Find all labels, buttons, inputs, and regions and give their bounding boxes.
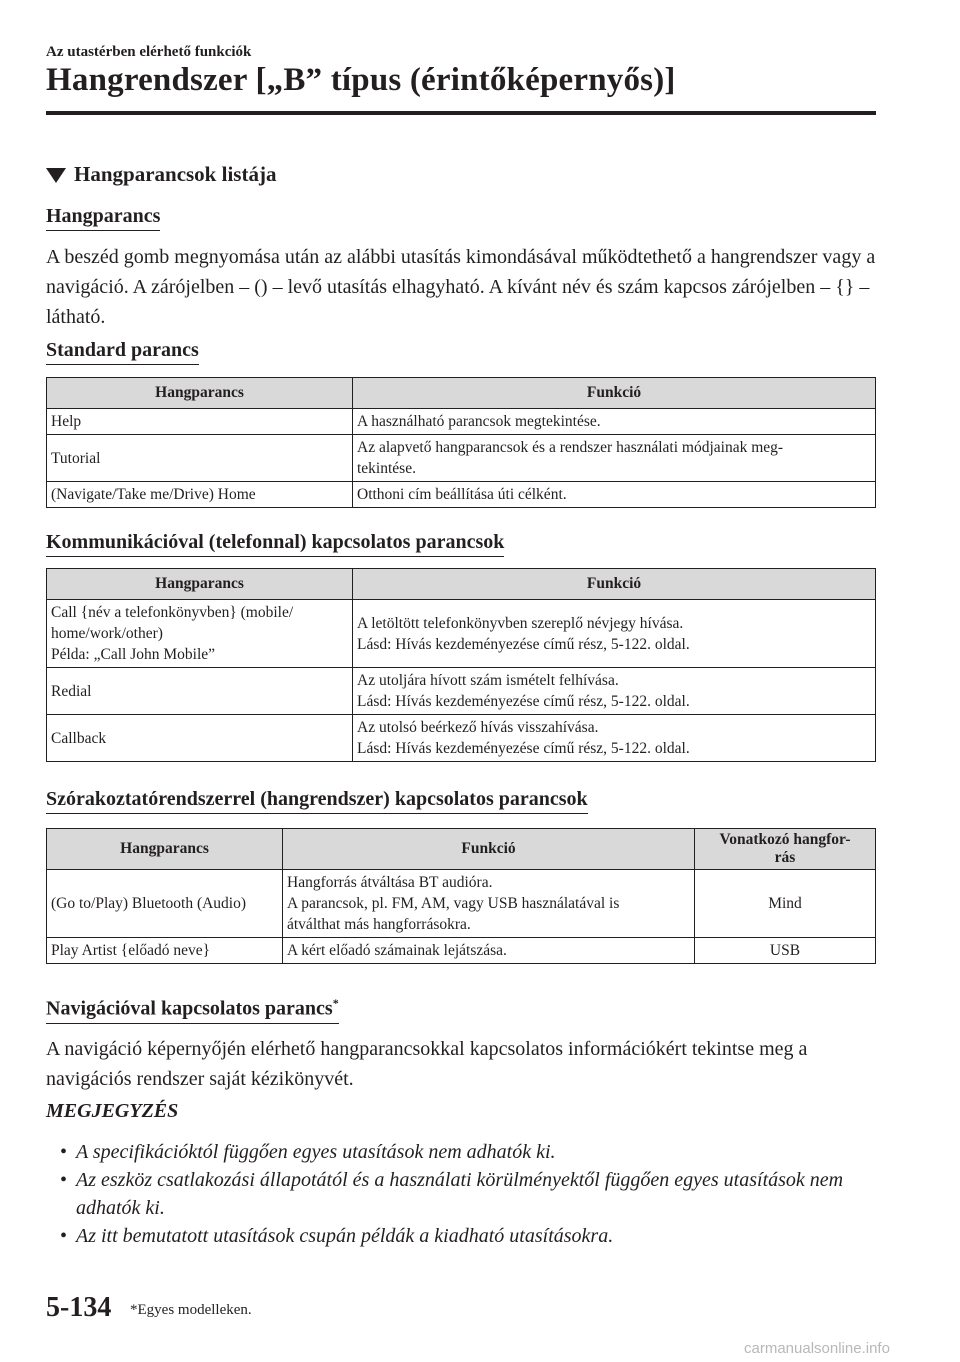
column-header: Funkció [283, 829, 695, 870]
note-list [56, 1138, 876, 1250]
note-text: Az itt bemutatott utasítások csupán példák a kiadható utasításokra. [76, 1225, 614, 1247]
note-title: MEGJEGYZÉS [46, 1100, 179, 1122]
table-row [47, 715, 876, 762]
section-label: Az utastérben elérhető funkciók [46, 44, 252, 60]
table-cell: Hangforrás átváltása BT audióra. A parancsok, pl. FM, AM, vagy USB használatával is átválthat más hangforrásokra. [283, 870, 695, 938]
table-cell: Mind [695, 870, 876, 938]
bullet-icon: • [60, 1225, 68, 1247]
sub-heading-text: Hangparancsok listája [74, 162, 277, 186]
column-header: Hangparancs [47, 569, 353, 600]
table-row [47, 435, 876, 482]
table-cell: Play Artist {előadó neve} [47, 938, 283, 964]
navigation-heading [46, 996, 339, 1024]
table-cell: Az utolsó beérkező hívás visszahívása. Lásd: Hívás kezdeményezése című rész, 5-122. oldal. [353, 715, 876, 762]
table-cell: Help [47, 409, 353, 435]
page-number: 5-134 [46, 1292, 112, 1323]
table-header-row [47, 829, 876, 870]
table-row [47, 938, 876, 964]
communication-commands-table [46, 568, 876, 762]
footnote-marker: * [332, 996, 339, 1010]
table-cell: Redial [47, 668, 353, 715]
standard-commands-table [46, 377, 876, 508]
table-cell: A használható parancsok megtekintése. [353, 409, 876, 435]
communication-heading: Kommunikációval (telefonnal) kapcsolatos parancsok [46, 531, 504, 557]
navigation-text: A navigáció képernyőjén elérhető hangparancsokkal kapcsolatos információkért tekintse meg a navigációs rendszer saját kézikönyvét. [46, 1038, 808, 1090]
note-item [56, 1166, 876, 1222]
sub-heading [46, 162, 276, 187]
column-header: Vonatkozó hangfor- rás [695, 829, 876, 870]
voice-command-heading: Hangparancs [46, 205, 160, 231]
table-row [47, 409, 876, 435]
table-cell: Az utoljára hívott szám ismételt felhívása. Lásd: Hívás kezdeményezése című rész, 5-122. oldal. [353, 668, 876, 715]
table-header-row [47, 378, 876, 409]
page-title: Hangrendszer [„B” típus (érintőképernyős)] [46, 62, 676, 98]
table-cell: Callback [47, 715, 353, 762]
entertainment-commands-table [46, 828, 876, 964]
table-row [47, 870, 876, 938]
table-row [47, 668, 876, 715]
voice-command-text: A beszéd gomb megnyomása után az alábbi utasítás kimondásával működtethető a hangrendszer vagy a navigáció. A zárójelben – () – levő utasítás elhagyható. A kívánt név és szám kapcsos zárójelben – {} – látható. [46, 246, 876, 328]
table-cell: (Go to/Play) Bluetooth (Audio) [47, 870, 283, 938]
standard-heading: Standard parancs [46, 339, 199, 365]
triangle-down-icon [46, 168, 66, 183]
table-cell: A kért előadó számainak lejátszása. [283, 938, 695, 964]
note-item [56, 1222, 876, 1250]
column-header: Funkció [353, 569, 876, 600]
bullet-icon: • [60, 1141, 68, 1163]
footnote: *Egyes modelleken. [130, 1302, 252, 1318]
entertainment-heading: Szórakoztatórendszerrel (hangrendszer) kapcsolatos parancsok [46, 788, 588, 814]
navigation-heading-text: Navigációval kapcsolatos parancs [46, 997, 333, 1020]
title-rule [46, 111, 876, 115]
table-cell: USB [695, 938, 876, 964]
bullet-icon: • [60, 1169, 68, 1191]
table-cell: A letöltött telefonkönyvben szereplő névjegy hívása. Lásd: Hívás kezdeményezése című rész, 5-122. oldal. [353, 600, 876, 668]
note-text: Az eszköz csatlakozási állapotától és a használati körülményektől függően egyes utasítások nem adhatók ki. [76, 1169, 844, 1219]
column-header: Hangparancs [47, 378, 353, 409]
table-cell: Call {név a telefonkönyvben} (mobile/ home/work/other) Példa: „Call John Mobile” [47, 600, 353, 668]
table-row [47, 482, 876, 508]
note-text: A specifikációktól függően egyes utasítások nem adhatók ki. [76, 1141, 556, 1163]
column-header: Hangparancs [47, 829, 283, 870]
table-cell: Otthoni cím beállítása úti célként. [353, 482, 876, 508]
watermark: carmanualsonline.info [744, 1340, 890, 1357]
table-header-row [47, 569, 876, 600]
column-header: Funkció [353, 378, 876, 409]
table-cell: Tutorial [47, 435, 353, 482]
table-cell: (Navigate/Take me/Drive) Home [47, 482, 353, 508]
table-cell: Az alapvető hangparancsok és a rendszer használati módjainak meg- tekintése. [353, 435, 876, 482]
table-row [47, 600, 876, 668]
note-item [56, 1138, 876, 1166]
